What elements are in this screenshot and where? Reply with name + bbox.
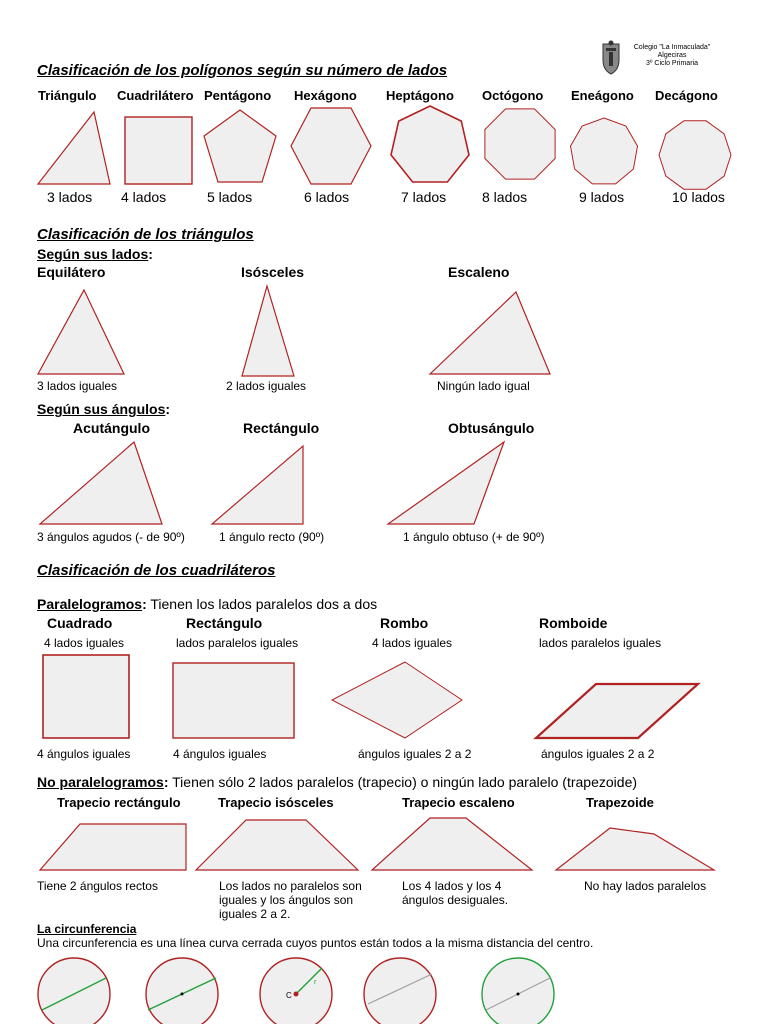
scalene-triangle-shape [428, 290, 552, 376]
circle-radius [256, 956, 336, 1024]
quadrilaterals-title: Clasificación de los cuadriláteros [37, 562, 276, 579]
triangle-name-acute: Acutángulo [73, 420, 150, 436]
quad-name-rhomboid: Romboide [539, 615, 608, 631]
circle-heading: La circunferencia [37, 922, 137, 936]
logo-line-1: Colegio "La Inmaculada" [633, 44, 711, 51]
polygon-name-quadrilateral: Cuadrilátero [117, 88, 194, 103]
right-desc: 1 ángulo recto (90º) [219, 530, 325, 544]
logo-line-2: Algeciras [657, 52, 687, 59]
sides-label-7: 7 lados [401, 189, 447, 205]
polygon-name-triangle: Triángulo [38, 88, 97, 103]
trapezoid-name-right: Trapecio rectángulo [57, 795, 181, 810]
scalene-desc: Ningún lado igual [437, 379, 530, 393]
circle-diameter-green [36, 956, 116, 1024]
right-trapezoid-shape [38, 822, 188, 872]
non-parallelograms-intro-text: Tienen sólo 2 lados paralelos (trapecio) o ningún lado paralelo (trapezoide) [168, 774, 638, 790]
isosceles-desc: 2 lados iguales [226, 379, 307, 393]
square-bottom-desc: 4 ángulos iguales [37, 747, 131, 761]
square-top-desc: 4 lados iguales [44, 636, 125, 650]
trapezoid-name-isosceles: Trapecio isósceles [218, 795, 334, 810]
trapezoid-name-trapezoid: Trapezoide [586, 795, 654, 810]
right-triangle-shape [210, 444, 306, 526]
triangle-name-right: Rectángulo [243, 420, 320, 436]
sides-label-4: 4 lados [121, 189, 167, 205]
quad-name-rhombus: Rombo [380, 615, 429, 631]
polygon-name-heptagon: Heptágono [386, 88, 454, 103]
non-parallelograms-heading: No paralelogramos [37, 774, 164, 790]
octagon-shape [482, 104, 558, 184]
rhomboid-top-desc: lados paralelos iguales [539, 636, 662, 650]
square-shape [124, 116, 194, 186]
polygons-title: Clasificación de los polígonos según su número de lados [37, 62, 448, 79]
decagon-shape [658, 122, 732, 188]
rhombus-top-desc: 4 lados iguales [372, 636, 453, 650]
acute-triangle-shape [38, 440, 164, 526]
trapezoid-name-scalene: Trapecio escaleno [402, 795, 515, 810]
non-parallelograms-intro: No paralelogramos: Tienen sólo 2 lados paralelos (trapecio) o ningún lado paralelo (trapezoide) [37, 774, 638, 790]
logo-line-3: 3º Ciclo Primaria [646, 60, 698, 67]
sides-label-5: 5 lados [207, 189, 253, 205]
polygon-name-octagon: Octógono [482, 88, 544, 103]
rectangle-top-desc: lados paralelos iguales [176, 636, 299, 650]
quad-name-rectangle: Rectángulo [186, 615, 263, 631]
polygon-name-nonagon: Eneágono [571, 88, 634, 103]
square-quad-shape [42, 654, 132, 740]
isosceles-trapezoid-desc: Los lados no paralelos son iguales y los ángulos son iguales 2 a 2. [219, 879, 362, 921]
circle-diameter-center [142, 956, 222, 1024]
crest-icon [600, 40, 622, 76]
triangles-title: Clasificación de los triángulos [37, 226, 254, 243]
scalene-trapezoid-shape [370, 816, 534, 872]
by-angles-heading: Según sus ángulos: [37, 401, 171, 417]
parallelograms-heading: Paralelogramos [37, 596, 143, 612]
radius-label: r [314, 979, 317, 986]
rhombus-shape [330, 660, 464, 740]
triangle-name-equilateral: Equilátero [37, 264, 106, 280]
isosceles-trapezoid-shape [194, 818, 360, 872]
nonagon-shape [570, 116, 638, 186]
triangle-name-isosceles: Isósceles [241, 264, 305, 280]
isosceles-triangle-shape [240, 284, 296, 378]
trapezoid-desc: No hay lados paralelos [584, 879, 707, 893]
heptagon-polygon [390, 104, 470, 186]
obtuse-desc: 1 ángulo obtuso (+ de 90º) [403, 530, 545, 544]
polygon-name-hexagon: Hexágono [294, 88, 357, 103]
equilateral-desc: 3 lados iguales [37, 379, 118, 393]
circle-chord-center [478, 956, 558, 1024]
trapezoid-shape [554, 826, 716, 872]
scalene-trapezoid-desc: Los 4 lados y los 4 ángulos desiguales. [402, 879, 509, 907]
parallelograms-intro: Paralelogramos: Tienen los lados paralelos dos a dos [37, 596, 378, 612]
circle-chord-gray [360, 956, 440, 1024]
triangle-name-scalene: Escaleno [448, 264, 510, 280]
triangle-shape [36, 110, 112, 186]
right-trapezoid-desc: Tiene 2 ángulos rectos [37, 879, 158, 893]
obtuse-triangle-shape [386, 440, 508, 526]
parallelograms-intro-text: Tienen los lados paralelos dos a dos [146, 596, 378, 612]
pentagon-shape [202, 108, 278, 186]
rhomboid-bottom-desc: ángulos iguales 2 a 2 [541, 747, 655, 761]
hexagon-shape [290, 106, 372, 186]
quad-name-square: Cuadrado [47, 615, 113, 631]
school-logo [600, 40, 730, 80]
circle-description: Una circunferencia es una línea curva cerrada cuyos puntos están todos a la misma distancia del centro. [37, 936, 594, 950]
center-label: C [286, 991, 292, 1000]
polygon-name-pentagon: Pentágono [204, 88, 272, 103]
acute-desc: 3 ángulos agudos (- de 90º) [37, 530, 185, 544]
polygon-name-decagon: Decágono [655, 88, 718, 103]
sides-label-6: 6 lados [304, 189, 350, 205]
rectangle-quad-shape [172, 662, 296, 740]
sides-label-9: 9 lados [579, 189, 625, 205]
by-sides-heading: Según sus lados: [37, 246, 153, 262]
equilateral-triangle-shape [36, 288, 126, 376]
sides-label-3: 3 lados [47, 189, 93, 205]
rectangle-bottom-desc: 4 ángulos iguales [173, 747, 267, 761]
rhomboid-shape [534, 682, 700, 740]
sides-label-8: 8 lados [482, 189, 528, 205]
rhombus-bottom-desc: ángulos iguales 2 a 2 [358, 747, 472, 761]
triangle-name-obtuse: Obtusángulo [448, 420, 535, 436]
sides-label-10: 10 lados [672, 189, 725, 205]
